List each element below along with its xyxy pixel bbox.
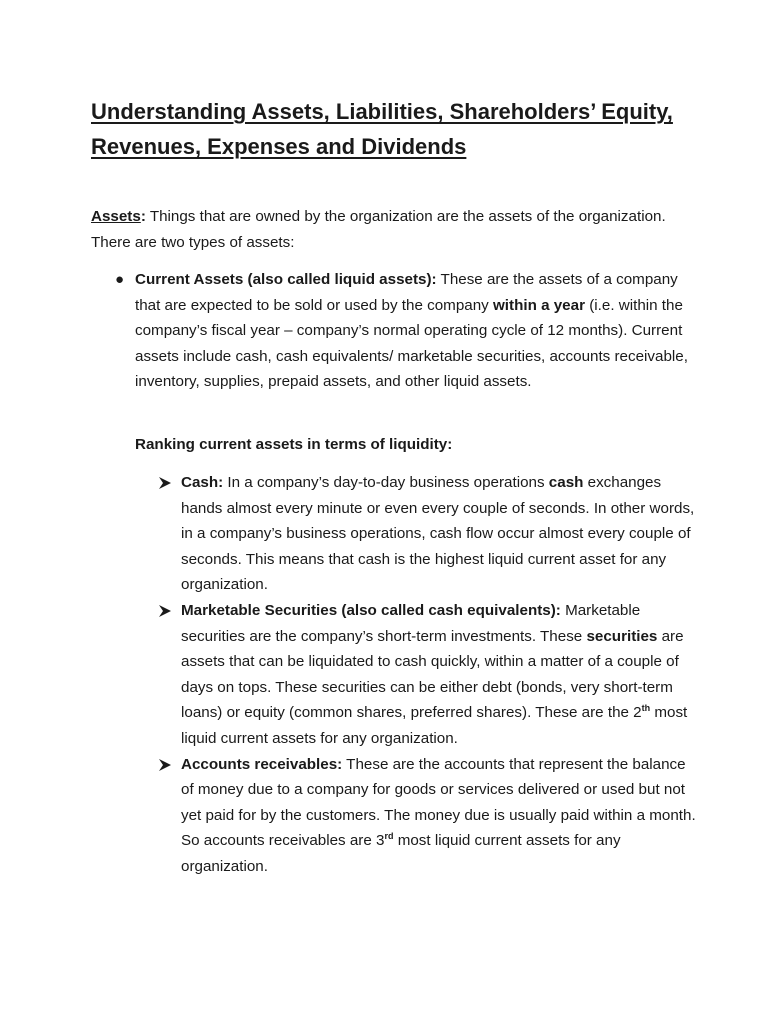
accounts-receivables-text-1: These are the accounts that represent the balance of money due to a company for goods or services delivered or used but not yet paid for by the customers. The money due is usually paid within a month. So accounts receivables are 3 xyxy=(181,755,696,850)
within-a-year-phrase: within a year xyxy=(492,296,585,314)
ordinal-suffix: th xyxy=(641,703,651,714)
accounts-receivables-heading: Accounts receivables: xyxy=(181,755,343,773)
list-item-accounts-receivables xyxy=(158,752,698,880)
assets-label-colon: : xyxy=(140,208,146,225)
marketable-securities-heading: Marketable Securities (also called cash equivalents): xyxy=(181,601,561,619)
assets-intro-text: Things that are owned by the organization are the assets of the organization. There are two types of assets: xyxy=(91,208,666,251)
current-assets-text-1: These are the assets of a company that are expected to be sold or used by the company xyxy=(135,271,678,314)
marketable-securities-text-3: most liquid current assets for any organization. xyxy=(181,704,688,747)
cash-text-1: In a company’s day-to-day business operations xyxy=(223,474,549,491)
current-assets-bullet xyxy=(115,267,690,395)
ordinal-suffix: rd xyxy=(384,831,394,842)
bullet-dot-icon: ● xyxy=(115,271,125,288)
cash-bold-word: cash xyxy=(548,474,584,491)
current-assets-heading: Current Assets (also called liquid assets): xyxy=(135,271,437,288)
marketable-securities-text-2: are assets that can be liquidated to cash quickly, within a matter of a couple of days on tops. These securities can be either debt (bonds, very short-term loans) or equity (common shares, preferred shares). These are the 2 xyxy=(181,627,684,722)
securities-bold-word: securities xyxy=(586,627,658,645)
arrow-bullet-icon xyxy=(158,476,172,490)
cash-text-2: exchanges hands almost every minute or even every couple of seconds. In other words, in a company’s business operations, cash flow occur almost every couple of seconds. This means that cash is the highest liquid current asset for any organization. xyxy=(181,474,695,594)
page-title: Understanding Assets, Liabilities, Shareholders’ Equity, Revenues, Expenses and Dividends xyxy=(91,99,673,159)
marketable-securities-text-1: Marketable securities are the company’s short-term investments. These xyxy=(181,601,641,645)
accounts-receivables-text-2: most liquid current assets for any organization. xyxy=(181,832,621,875)
current-assets-text-2: (i.e. within the company’s fiscal year – company’s normal operating cycle of 12 months). Current assets include cash, cash equivalents/ marketable securities, accounts receivable, inventory, supplies, prepaid assets, and other liquid assets. xyxy=(135,296,688,391)
list-item-marketable-securities xyxy=(158,598,698,752)
current-assets-paragraph xyxy=(135,267,690,395)
ranking-heading: Ranking current assets in terms of liquidity: xyxy=(135,436,453,453)
assets-label: Assets xyxy=(91,208,141,225)
assets-intro-paragraph xyxy=(91,204,671,255)
liquidity-ranking-list xyxy=(158,470,698,880)
arrow-bullet-icon xyxy=(158,604,172,618)
cash-heading: Cash: xyxy=(181,474,224,491)
list-item-cash xyxy=(158,470,698,598)
arrow-bullet-icon xyxy=(158,758,172,772)
